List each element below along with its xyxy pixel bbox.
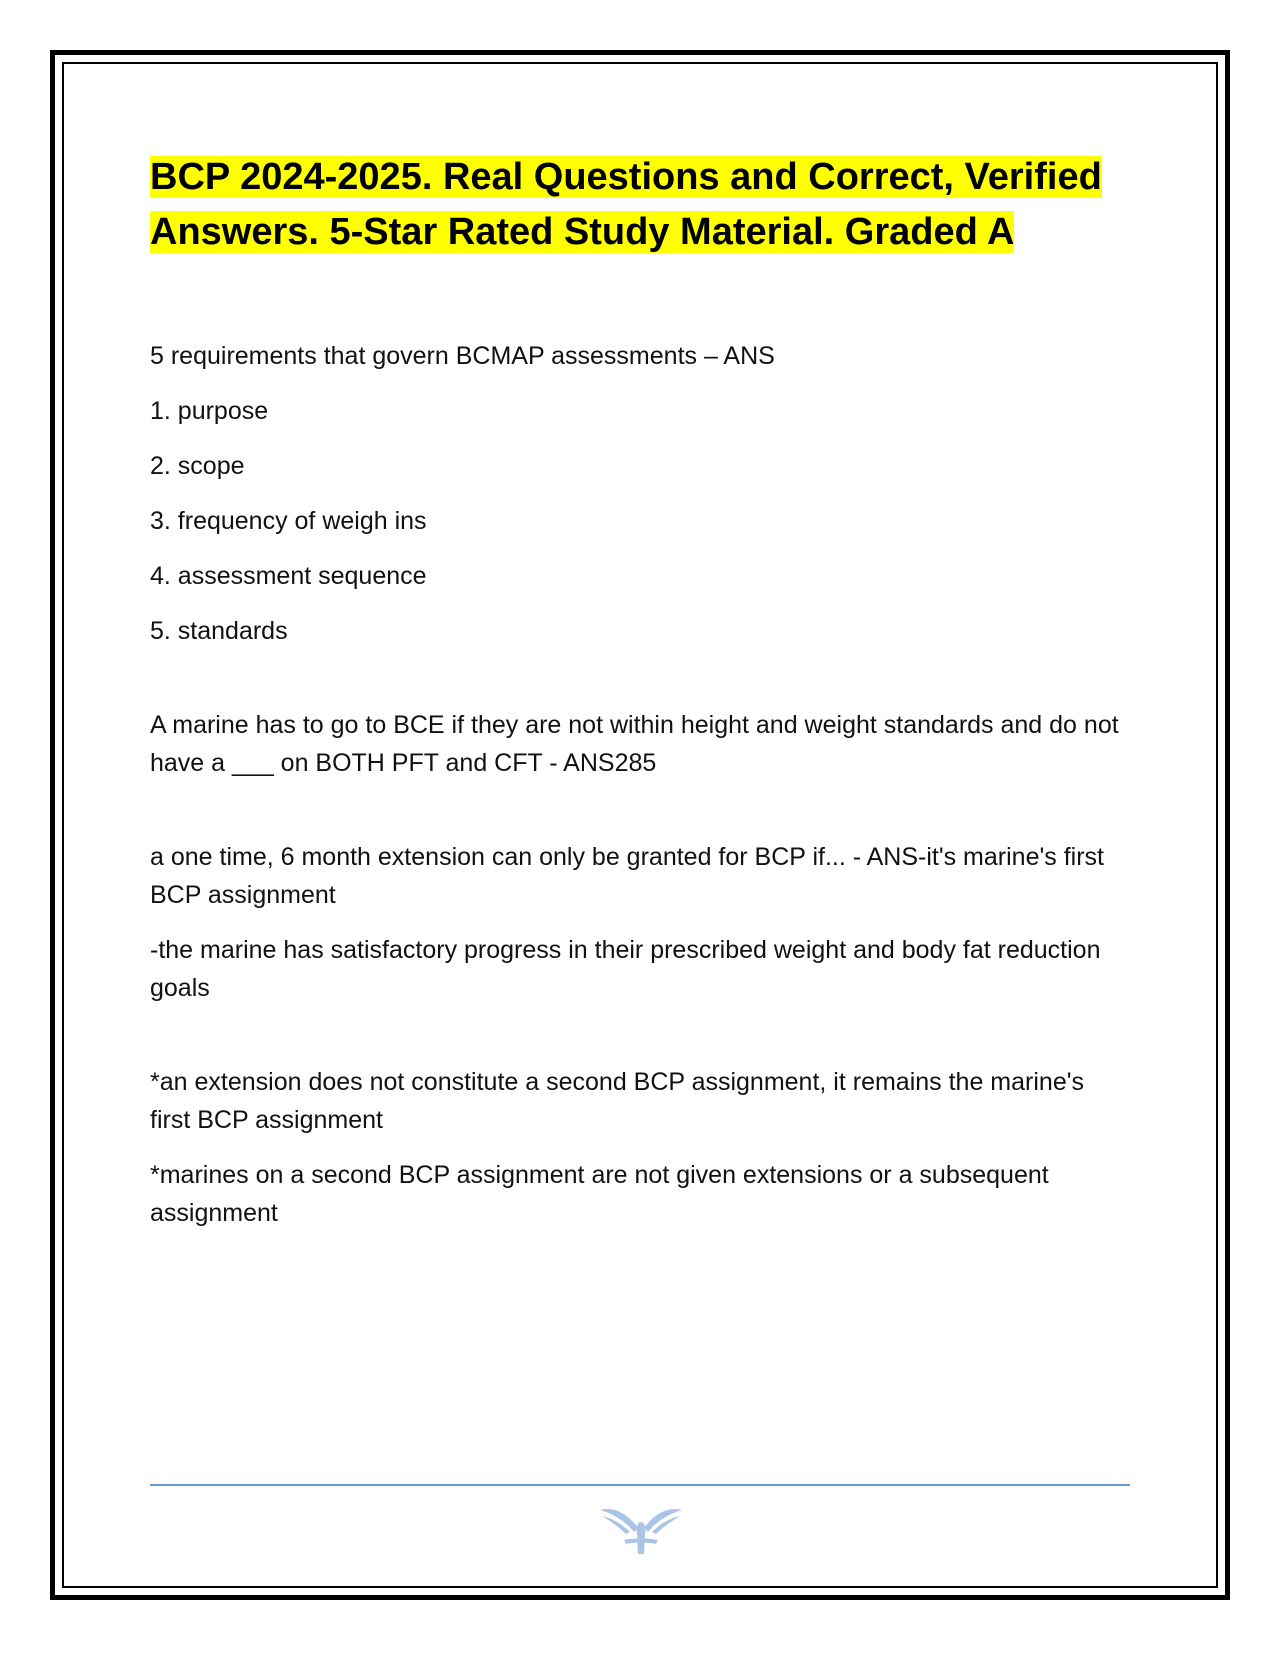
- document-title: BCP 2024-2025. Real Questions and Correct, Verified Answers. 5-Star Rated Study Material. Graded A: [150, 156, 1102, 253]
- note-1: *an extension does not constitute a second BCP assignment, it remains the marine's first BCP assignment: [150, 1068, 1084, 1134]
- footer-divider: [150, 1484, 1130, 1486]
- answer-detail: -the marine has satisfactory progress in their prescribed weight and body fat reduction goals: [150, 936, 1101, 1002]
- answer-item-1: 1. purpose: [150, 397, 269, 425]
- note-2: *marines on a second BCP assignment are not given extensions or a subsequent assignment: [150, 1161, 1049, 1227]
- answer-item-5: 5. standards: [150, 617, 288, 645]
- answer-item-3: 3. frequency of weigh ins: [150, 507, 427, 535]
- answer-item-4: 4. assessment sequence: [150, 562, 427, 590]
- bird-logo-icon: [596, 1500, 686, 1558]
- question-1: 5 requirements that govern BCMAP assessments – ANS: [150, 342, 775, 370]
- document-body: [150, 150, 1130, 1232]
- answer-item-2: 2. scope: [150, 452, 245, 480]
- question-3: a one time, 6 month extension can only be granted for BCP if... - ANS-it's marine's first BCP assignment: [150, 843, 1104, 909]
- question-2: A marine has to go to BCE if they are not within height and weight standards and do not have a ___ on BOTH PFT and CFT - ANS285: [150, 711, 1119, 777]
